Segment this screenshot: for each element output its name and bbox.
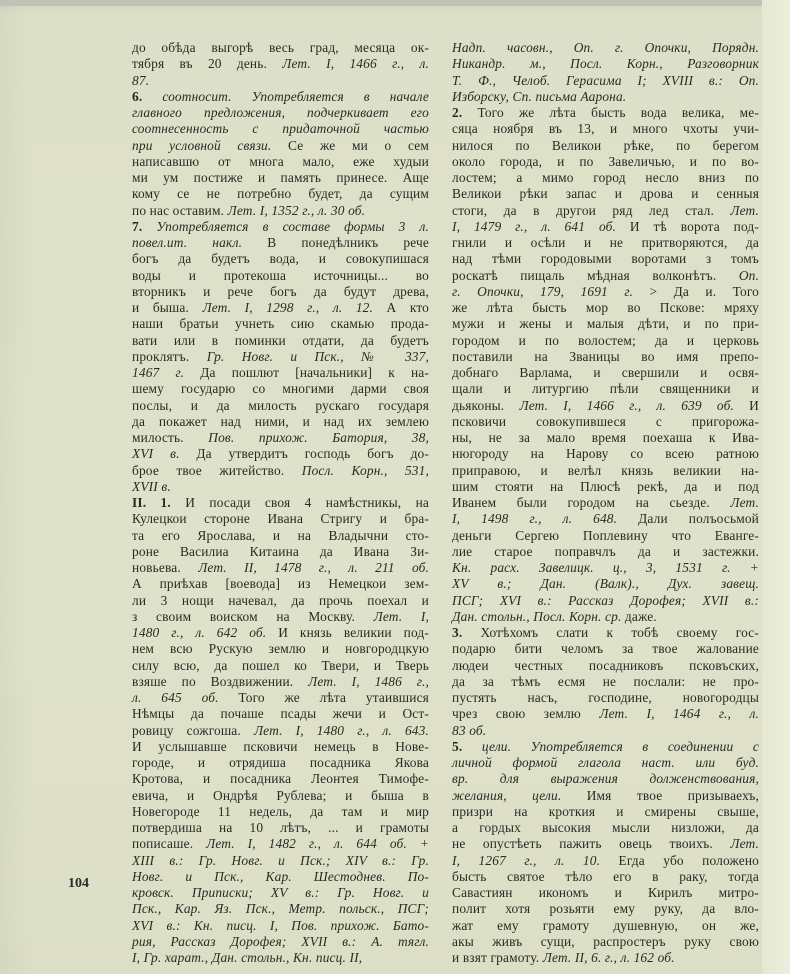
body-text: Того же лѣта утаившися <box>218 690 429 705</box>
sense-number: 3. <box>452 625 481 640</box>
citation-text: 1467 г. <box>132 365 185 380</box>
body-text: ны, не за мало время поехаша к Ива- <box>452 430 759 445</box>
text-line <box>132 804 429 820</box>
text-line <box>132 528 429 544</box>
body-text: нем всю Рускую землю и новгородцкую <box>132 641 429 657</box>
text-line <box>132 609 429 625</box>
citation-text: Дан. стольн., Посл. Корн. ср. <box>452 608 622 624</box>
text-line <box>452 723 759 739</box>
body-text: та его Ярослава, и на Владычни сто- <box>132 527 429 543</box>
text-line <box>452 300 759 316</box>
citation-text: Оп. <box>738 267 759 283</box>
text-line <box>452 414 759 430</box>
text-line <box>452 316 759 332</box>
body-text: стоги, да в другои ряд лед стал. <box>452 202 731 218</box>
sense-number: 6. <box>132 88 163 104</box>
body-text: псковичи совокупившеся с пригорожа- <box>452 413 759 429</box>
text-line <box>132 511 429 527</box>
citation-text: кровск. Приписки; XV в.: Гр. Новг. и <box>132 885 429 900</box>
citation-text: XVI в.: Кн. писц. I, Пов. прихож. Бато- <box>132 917 429 933</box>
body-text: взяше по Воздвижении. <box>132 673 309 689</box>
citation-text: Лет. <box>730 836 759 852</box>
text-line <box>132 105 429 121</box>
text-line <box>132 544 429 560</box>
citation-text: вр. для выражения долженствования, <box>452 771 759 787</box>
text-line <box>132 625 429 641</box>
body-text: да за тѣмъ есмя не послали: не про- <box>452 673 759 689</box>
text-line <box>452 625 759 641</box>
text-line <box>132 154 429 170</box>
citation-text: Лет. I, 1464 г., л. <box>599 706 759 722</box>
citation-text: I, 1479 г., л. 641 об. <box>452 218 616 234</box>
text-line <box>452 658 759 674</box>
right-text-column <box>452 40 759 966</box>
text-line <box>132 641 429 657</box>
body-text: тября въ 20 день. <box>132 56 283 72</box>
scan-top-edge <box>0 0 790 6</box>
citation-text: Новг. и Пск., Кар. Шестоднев. По- <box>132 868 429 884</box>
text-line <box>132 950 429 966</box>
citation-text: Лет. II, 1478 г., л. 211 об. <box>198 560 429 575</box>
text-line <box>132 430 429 446</box>
body-text: И князь великии под- <box>266 625 430 640</box>
text-line <box>132 414 429 430</box>
sense-number: 7. <box>132 218 157 234</box>
body-text: же лѣта бысть мор во Пскове: мряху <box>452 300 759 315</box>
body-text: мужи и жены и малыя дѣти, и по при- <box>452 316 759 332</box>
text-line <box>452 528 759 544</box>
text-line <box>132 284 429 300</box>
citation-text: Лет. I, 1466 г., л. 639 об. <box>519 397 734 413</box>
citation-text: л. 645 об. <box>132 690 219 705</box>
text-line <box>452 56 759 72</box>
body-text: Кротова, и посадника Леонтея Тимофе- <box>132 771 429 787</box>
body-text: вати или в поминки отдати, да будетъ <box>132 332 429 348</box>
text-line <box>452 235 759 251</box>
citation-text: Гр. Новг. и Пск., № 337, <box>206 348 429 364</box>
body-text: жат ему грамоту душевную, он же, <box>452 917 759 933</box>
body-text: не опустѣеть пажить овець твоихъ. <box>452 836 731 852</box>
citation-text: соотносит. Употребляется в начале <box>162 88 429 104</box>
text-line <box>132 901 429 917</box>
text-line <box>452 836 759 852</box>
citation-text: Лет. I, 1486 г., <box>308 673 429 689</box>
citation-text: Лет. I, 1298 г., л. 12. <box>202 300 374 315</box>
citation-text: Лет. I, 1466 г., л. <box>282 56 429 72</box>
text-line <box>132 820 429 836</box>
text-line <box>132 885 429 901</box>
body-text: написавшю от многа мало, еже худыи <box>132 153 429 169</box>
text-line <box>132 836 429 852</box>
text-line <box>452 479 759 495</box>
text-line <box>452 170 759 186</box>
citation-text: 1480 г., л. 642 об. <box>132 625 267 640</box>
text-line <box>132 398 429 414</box>
text-line <box>452 820 759 836</box>
text-line <box>132 560 429 576</box>
text-line <box>452 203 759 219</box>
text-line <box>132 479 429 495</box>
text-line <box>132 316 429 332</box>
text-line <box>132 186 429 202</box>
text-line <box>132 203 429 219</box>
body-text: ми ум постиже и память принесе. Аще <box>132 170 429 185</box>
body-text: лостем; а мимо город несло вниз по <box>452 170 759 185</box>
sense-number: II. 1. <box>132 495 186 510</box>
text-line <box>452 771 759 787</box>
text-line <box>132 268 429 284</box>
text-line <box>452 333 759 349</box>
text-line <box>132 739 429 755</box>
body-text: дьяконы. <box>452 397 520 413</box>
body-text: Имя твое призываехъ, <box>561 787 760 803</box>
text-line <box>132 73 429 89</box>
sense-number: 5. <box>452 738 482 754</box>
body-text: нилося по Великои рѣке, по берегом <box>452 137 759 153</box>
text-line <box>132 463 429 479</box>
citation-text: Лет. I, 1482 г., л. 644 об. + <box>206 836 429 852</box>
text-line <box>452 186 759 202</box>
body-text: воды и протекоша источницы... во <box>132 267 429 283</box>
text-line <box>452 706 759 722</box>
body-text: добнаго Варлама, и свершили и освя- <box>452 365 759 380</box>
body-text: И посади своя 4 намѣстникы, на <box>185 495 430 510</box>
text-line <box>452 804 759 820</box>
text-line <box>452 495 759 511</box>
text-line <box>452 138 759 154</box>
citation-text: ПСГ; XVI в.: Рассказ Дорофея; XVII в.: <box>452 592 759 608</box>
citation-text: личной формой глагола наст. или буд. <box>452 755 759 770</box>
text-line <box>132 138 429 154</box>
citation-text: при условной связи. <box>132 137 272 153</box>
text-line <box>452 853 759 869</box>
body-text: А приѣхав [воевода] из Немецкои зем- <box>132 576 429 592</box>
body-text: пописаше. <box>132 836 207 852</box>
text-line <box>452 755 759 771</box>
body-text: деньги Сергею Поплевину что Еванге- <box>452 527 759 543</box>
text-line <box>452 901 759 917</box>
body-text: пустять насъ, господине, новогородцы <box>452 690 759 705</box>
text-line <box>132 658 429 674</box>
text-line <box>452 381 759 397</box>
body-text: новьева. <box>132 560 199 575</box>
citation-text: Лет. I, <box>373 608 429 624</box>
text-line <box>132 333 429 349</box>
text-line <box>132 170 429 186</box>
citation-text: 83 об. <box>452 722 487 738</box>
body-text: богъ да будетъ вода, и совокупишася <box>132 251 429 267</box>
body-text: чрез свою землю <box>452 706 600 722</box>
text-line <box>452 674 759 690</box>
text-line <box>452 560 759 576</box>
citation-text: Посл. Корн., 531, <box>301 462 429 478</box>
text-line <box>452 788 759 804</box>
text-line <box>452 950 759 966</box>
body-text: проклятъ. <box>132 348 207 364</box>
text-line <box>132 300 429 316</box>
text-line <box>452 593 759 609</box>
text-line <box>452 251 759 267</box>
body-text: да покажет над ними, и над их землею <box>132 413 429 429</box>
text-line <box>452 430 759 446</box>
text-line <box>132 235 429 251</box>
text-line <box>452 885 759 901</box>
citation-text: главного предложения, подчеркивает его <box>132 105 429 120</box>
citation-text: XVI в. <box>132 446 180 462</box>
body-text: милость. <box>132 430 209 445</box>
text-line <box>132 121 429 137</box>
page-fold-strip <box>762 0 790 974</box>
text-line <box>452 690 759 706</box>
text-line <box>132 219 429 235</box>
body-text: по нас оставим. <box>132 202 228 218</box>
body-text: брое твое житейство. <box>132 462 302 478</box>
body-text: Се же ми о сем <box>271 137 429 153</box>
citation-text: Пск., Кар. Яз. Пск., Метр. польск., ПСГ; <box>132 901 429 917</box>
citation-text: желания, цели. <box>452 787 562 803</box>
citation-text: Лет. II, 6. г., л. 162 об. <box>542 950 675 965</box>
text-line <box>452 121 759 137</box>
text-line <box>452 219 759 235</box>
body-text: потвердиша на 10 лѣтъ, ... и грамоты <box>132 820 429 835</box>
text-line <box>452 446 759 462</box>
body-text: Того же лѣта бысть вода велика, ме- <box>477 105 759 120</box>
body-text: шему государю со многими дарми своя <box>132 381 429 397</box>
body-text: Егда убо положено <box>600 852 759 868</box>
body-text: И тѣ ворота под- <box>616 218 759 234</box>
body-text: а гордых высокия мысли низложи, да <box>452 820 759 835</box>
left-text-column <box>132 40 429 966</box>
page-number: 104 <box>68 876 89 891</box>
text-line <box>132 690 429 706</box>
text-line <box>452 576 759 592</box>
body-text: Великои рѣки запас и дрова и сенныя <box>452 186 759 202</box>
body-text: нюгороду на Нарову со всею ратною <box>452 446 759 462</box>
body-text: и взят грамоту. <box>452 950 543 965</box>
body-text: силу всю, да пошел ко Твери, и Тверь <box>132 657 429 673</box>
text-line <box>132 918 429 934</box>
text-line <box>452 918 759 934</box>
body-text: гнили и осѣли и не притворяются, да <box>452 235 759 250</box>
citation-text: г. Опочки, 179, 1691 г. <box>452 283 634 299</box>
sense-number: 2. <box>452 105 478 120</box>
body-text: людеи честных посадниковъ псковъских, <box>452 657 759 673</box>
citation-text: цели. Употребляется в соединении с <box>481 738 759 754</box>
citation-text: Лет. I, 1352 г., л. 30 об. <box>227 202 366 218</box>
body-text: роне Василиа Китаина да Ивана Зи- <box>132 543 429 559</box>
text-line <box>132 869 429 885</box>
text-line <box>132 934 429 950</box>
citation-text: I, 1267 г., л. 10. <box>452 852 601 868</box>
text-line <box>132 755 429 771</box>
body-text: Савастиян икономъ и Кирилъ митро- <box>452 885 759 900</box>
text-line <box>452 934 759 950</box>
text-line <box>452 739 759 755</box>
text-line <box>132 593 429 609</box>
body-text: подарю бити челомъ за твое жалование <box>452 641 759 657</box>
citation-text: Т. Ф., Челоб. Герасима I; XVIII в.: Оп. <box>452 72 759 88</box>
text-line <box>132 771 429 787</box>
citation-text: XIII в.: Гр. Новг. и Пск.; XIV в.: Гр. <box>132 852 429 868</box>
citation-text: соотнесенность с придаточной частью <box>132 121 429 137</box>
body-text: Дали полъосьмой <box>617 511 759 527</box>
citation-text: Лет. I, 1480 г., л. 643. <box>253 722 429 738</box>
text-line <box>452 268 759 284</box>
body-text: Хотѣхомъ слати к тобѣ своему гос- <box>480 625 759 640</box>
body-text: городе, и отрядиша посадника Якова <box>132 755 429 770</box>
body-text: Да утвердитъ господь богъ до- <box>179 446 429 462</box>
text-line <box>452 40 759 56</box>
text-line <box>452 398 759 414</box>
citation-text: Кн. расх. Завелицк. ц., 3, 1531 г. + <box>452 560 759 575</box>
body-text: И услышавше псковичи немець в Нове- <box>132 738 429 754</box>
citation-text: повел.ит. накл. <box>132 235 243 250</box>
body-text: сяца ноября въ 13, и много чхоты учи- <box>452 121 759 137</box>
text-line <box>452 105 759 121</box>
body-text: роскатѣ пищаль мѣдная волконѣтъ. <box>452 267 739 283</box>
text-line <box>132 446 429 462</box>
text-line <box>132 40 429 56</box>
body-text: евича, и Ондрѣя Рублева; и быша в <box>132 787 429 803</box>
text-line <box>452 154 759 170</box>
body-text: Да пошлют [начальники] к на- <box>184 365 429 380</box>
body-text: до обѣда выгорѣ весь град, месяца ок- <box>132 40 429 55</box>
text-line <box>452 463 759 479</box>
body-text: ровицу сожгоша. <box>132 722 254 738</box>
citation-text: XVII в. <box>132 478 171 494</box>
body-text: приправою, и велѣл князь великии на- <box>452 462 759 478</box>
body-text: Иванем были городом на сьезде. <box>452 495 731 510</box>
text-line <box>452 511 759 527</box>
body-text: призри на кроткия и смирены свыше, <box>452 803 759 819</box>
body-text: около города, и по Завеличью, и по во- <box>452 153 759 169</box>
body-text: Кулецкои стороне Ивана Стригу и бра- <box>132 511 429 527</box>
body-text: над тѣми городовыми воротами з томъ <box>452 251 759 267</box>
text-line <box>132 576 429 592</box>
body-text: послы, и да милость рускаго государя <box>132 397 429 413</box>
text-line <box>132 251 429 267</box>
body-text: Нѣмцы да почаше псады жечи и Ост- <box>132 706 429 722</box>
text-line <box>132 674 429 690</box>
body-text: шим стояти на Плюсѣ рекѣ, да и под <box>452 478 759 494</box>
text-line <box>452 641 759 657</box>
text-line <box>132 706 429 722</box>
text-line <box>132 349 429 365</box>
body-text: А кто <box>373 300 429 315</box>
body-text: лие старое поправчлъ да и застежки. <box>452 543 759 559</box>
text-line <box>452 869 759 885</box>
text-line <box>452 284 759 300</box>
body-text: з своим воиском на Москву. <box>132 608 374 624</box>
citation-text: 87. <box>132 72 150 88</box>
text-line <box>452 609 759 625</box>
body-text: наши братьи учнеть сию скамью прода- <box>132 316 429 332</box>
body-text: И <box>733 397 759 413</box>
text-line <box>452 349 759 365</box>
text-line <box>132 56 429 72</box>
text-line <box>132 495 429 511</box>
body-text: ли 3 нощи начевал, да прочь поехал и <box>132 592 429 608</box>
text-line <box>132 788 429 804</box>
citation-text: рия, Рассказ Дорофея; XVII в.: А. тягл. <box>132 933 429 949</box>
citation-text: I, Гр. харат., Дан. стольн., Кн. писц. II, <box>132 950 363 965</box>
citation-text: Лет. <box>730 495 759 510</box>
text-line <box>452 89 759 105</box>
citation-text: Пов. прихож. Батория, 38, <box>208 430 429 445</box>
body-text: акы живъ сущи, распростеръ руку свою <box>452 933 759 949</box>
body-text: полит хотя розьяти ему руку, да вло- <box>452 901 759 917</box>
body-text: В понедѣлникъ рече <box>242 235 430 250</box>
body-text: вторникъ и рече богъ да будут древа, <box>132 283 429 299</box>
body-text: даже. <box>621 608 657 624</box>
text-line <box>132 365 429 381</box>
body-text: щали и литургию пѣли священники и <box>452 381 759 397</box>
citation-text: Изборску, Сп. письма Аарона. <box>452 88 627 104</box>
text-line <box>452 365 759 381</box>
body-text: и быша. <box>132 300 203 315</box>
text-line <box>452 544 759 560</box>
body-text: > Да и. Того <box>633 283 759 299</box>
text-line <box>132 89 429 105</box>
citation-text: Лет. <box>730 202 759 218</box>
body-text: Новегороде 11 недель, да там и мир <box>132 803 429 819</box>
text-line <box>132 723 429 739</box>
citation-text: I, 1498 г., л. 648. <box>452 511 618 527</box>
text-line <box>452 73 759 89</box>
citation-text: Никандр. м., Посл. Корн., Разговорник <box>452 56 759 72</box>
body-text: бысть святое тѣло его в раку, тогда <box>452 868 759 884</box>
body-text: поставили на Званицы во имя препо- <box>452 348 759 364</box>
text-line <box>132 381 429 397</box>
citation-text: XV в.; Дан. (Валк)., Дух. завещ. <box>452 576 759 592</box>
body-text: кому се не потребно будет, да сущим <box>132 186 429 202</box>
body-text: городом и по волостем; да и церковь <box>452 332 759 348</box>
citation-text: Употребляется в составе формы 3 л. <box>156 218 429 234</box>
citation-text: Надп. часовн., Оп. г. Опочки, Порядн. <box>452 40 759 55</box>
text-line <box>132 853 429 869</box>
